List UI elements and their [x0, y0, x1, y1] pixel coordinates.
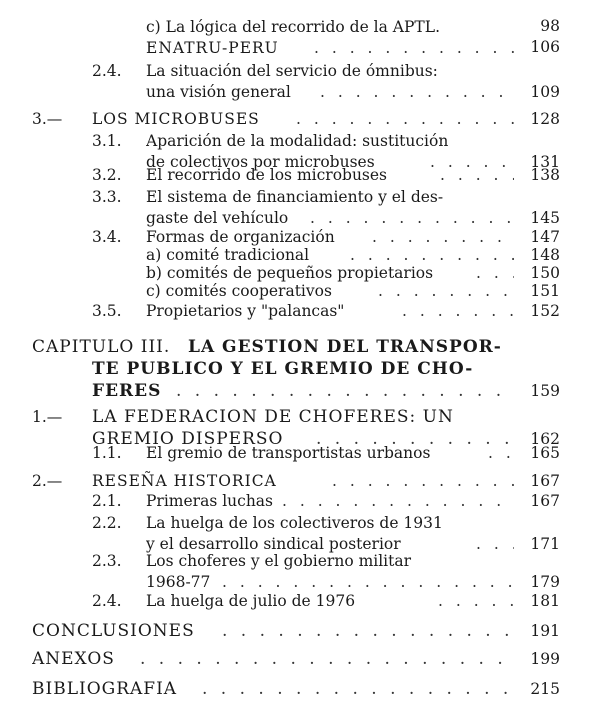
entry-text-line: TE PUBLICO Y EL GREMIO DE CHO- [92, 359, 474, 379]
page-number: 159 [530, 382, 560, 400]
entry-text-line: GREMIO DISPERSO [92, 429, 284, 449]
leader-dots [296, 108, 514, 130]
page-number: 150 [530, 264, 560, 282]
entry-text-line: una visión general [146, 83, 291, 101]
leader-dots [488, 442, 514, 464]
page-number: 147 [530, 228, 560, 246]
entry-number: 3.2. [92, 166, 122, 184]
entry-text-line: LOS MICROBUSES [92, 110, 260, 128]
entry-text-line: El recorrido de los microbuses [146, 166, 388, 184]
leader-dots [202, 678, 514, 700]
page-number: 109 [530, 83, 560, 101]
entry-text-line: BIBLIOGRAFIA [32, 679, 178, 699]
leader-dots [314, 37, 514, 59]
page-number: 151 [530, 282, 560, 300]
entry-text-line: b) comités de pequeños propietarios [146, 264, 434, 282]
entry-number: 1.1. [92, 444, 122, 462]
entry-text-line: c) comités cooperativos [146, 282, 332, 300]
entry-text-line: Primeras luchas [146, 492, 273, 510]
leader-dots [332, 470, 514, 492]
leader-dots [320, 81, 514, 103]
leader-dots [140, 648, 514, 670]
page-number: 199 [530, 650, 560, 668]
entry-text-line: gaste del vehículo [146, 209, 289, 227]
entry-text-line: Los choferes y el gobierno militar [146, 552, 412, 570]
entry-number: 2.4. [92, 592, 122, 610]
entry-number: 2.1. [92, 492, 122, 510]
page-number: 171 [530, 535, 560, 553]
entry-text-line: y el desarrollo sindical posterior [146, 535, 401, 553]
entry-number: 1.— [32, 408, 63, 426]
page-number: 131 [530, 153, 560, 171]
entry-text-line: 1968-77 [146, 573, 211, 591]
entry-text-line: CONCLUSIONES [32, 621, 195, 641]
leader-dots [282, 490, 514, 512]
page-number: 162 [530, 430, 560, 448]
leader-dots [378, 280, 514, 302]
entry-text-line: RESEÑA HISTORICA [92, 472, 277, 490]
entry-number: 3.5. [92, 302, 122, 320]
entry-number: 2.4. [92, 62, 122, 80]
entry-text-line: c) La lógica del recorrido de la APTL. [146, 18, 440, 36]
entry-text-line: de colectivos por microbuses [146, 153, 375, 171]
page-number: 181 [530, 592, 560, 610]
entry-text-line: LA FEDERACION DE CHOFERES: UN [92, 407, 454, 427]
entry-text-line: a) comité tradicional [146, 246, 310, 264]
entry-number: 3.1. [92, 132, 122, 150]
entry-text-line: ENATRU-PERU [146, 39, 279, 57]
entry-number: 2.3. [92, 552, 122, 570]
entry-text-line: La situación del servicio de ómnibus: [146, 62, 438, 80]
page-number: 145 [530, 209, 560, 227]
page-number: 138 [530, 166, 560, 184]
leader-dots [176, 380, 514, 402]
entry-text-line: Formas de organización [146, 228, 335, 246]
entry-text-line: FERES [92, 381, 162, 401]
entry-text-line: El sistema de financiamiento y el des- [146, 188, 444, 206]
leader-dots [402, 300, 514, 322]
page-number: 148 [530, 246, 560, 264]
entry-text-line: El gremio de transportistas urbanos [146, 444, 431, 462]
entry-number: 2.— [32, 472, 63, 490]
entry-number: 3.3. [92, 188, 122, 206]
entry-text-line: LA GESTION DEL TRANSPOR- [188, 337, 502, 357]
page-number: 191 [530, 622, 560, 640]
entry-text-line: La huelga de julio de 1976 [146, 592, 356, 610]
leader-dots [222, 620, 514, 642]
entry-text-line: Propietarios y "palancas" [146, 302, 345, 320]
leader-dots [438, 590, 514, 612]
entry-number: 3.4. [92, 228, 122, 246]
page-number: 179 [530, 573, 560, 591]
page-number: 167 [530, 472, 560, 490]
entry-number: 3.— [32, 110, 63, 128]
entry-text-line: Aparición de la modalidad: sustitución [146, 132, 449, 150]
chapter-number: CAPITULO III. [32, 337, 171, 357]
entry-text-line: La huelga de los colectiveros de 1931 [146, 514, 443, 532]
entry-number: 2.2. [92, 514, 122, 532]
page-number: 215 [530, 680, 560, 698]
page-number: 167 [530, 492, 560, 510]
leader-dots [440, 164, 514, 186]
page-number: 152 [530, 302, 560, 320]
page-number: 98 106 [530, 17, 560, 56]
page-number: 165 [530, 444, 560, 462]
page-number: 128 [530, 110, 560, 128]
entry-text-line: ANEXOS [32, 649, 115, 669]
